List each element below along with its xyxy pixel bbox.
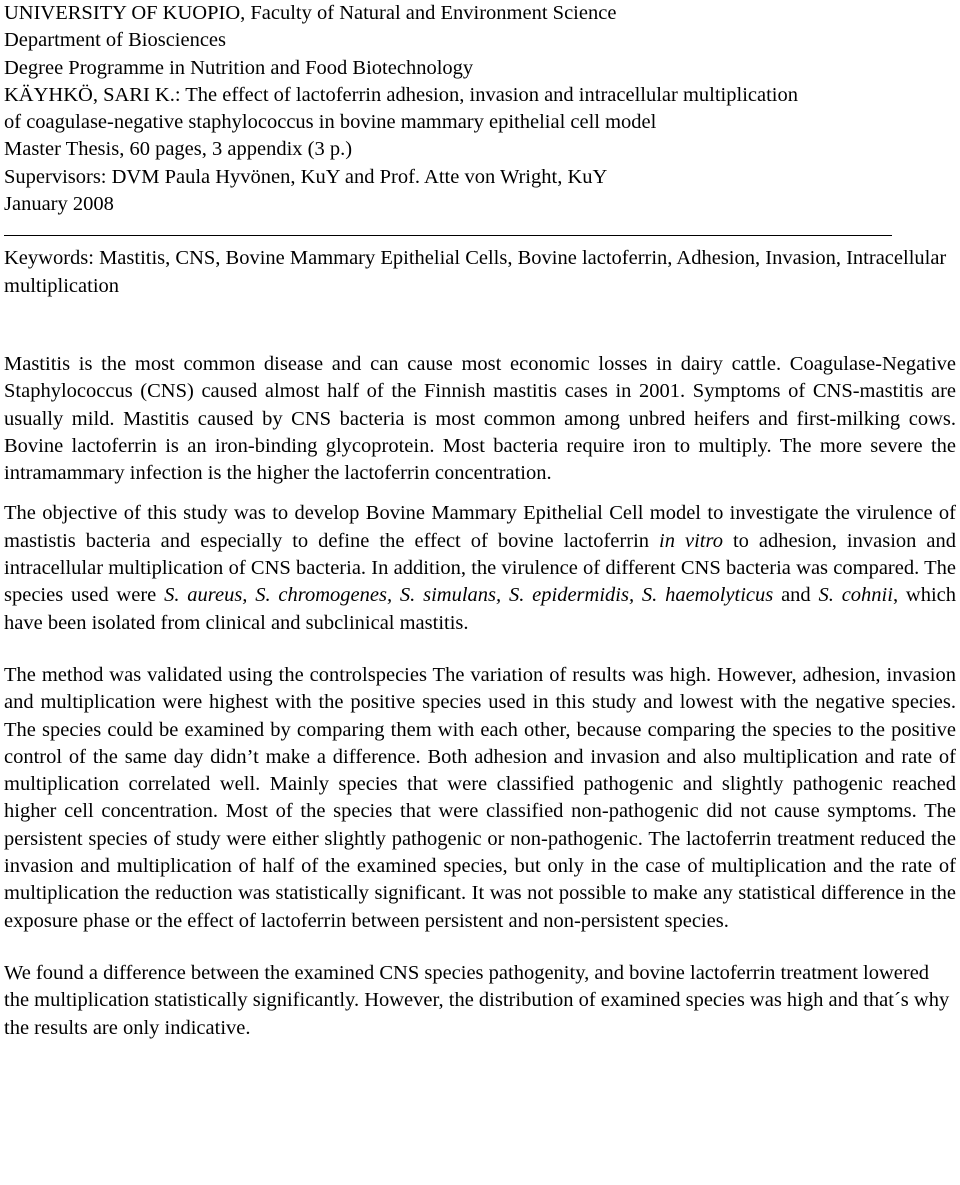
programme-line: Degree Programme in Nutrition and Food Biotechnology	[4, 56, 474, 79]
abstract-paragraph-2	[4, 500, 956, 636]
supervisors-line: Supervisors: DVM Paula Hyvönen, KuY and Prof. Atte von Wright, KuY	[4, 165, 608, 188]
document-page	[4, 0, 956, 1042]
university-line: UNIVERSITY OF KUOPIO, Faculty of Natural and Environment Science	[4, 2, 617, 24]
paragraph-text: and	[773, 584, 819, 607]
paragraph-text: The objective of this study was to develop Bovine Mammary Epithelial Cell model to investigate the virulence of mastistis bacteria and especially to define the effect of bovine lactoferrin	[4, 502, 956, 552]
abstract-paragraph-4: We found a difference between the examined CNS species pathogenity, and bovine lactoferrin treatment lowered the multiplication statistically significantly. However, the distribution of examined species was high and that´s why the results are only indicative.	[4, 961, 950, 1039]
horizontal-rule	[4, 235, 892, 236]
thesis-info-line: Master Thesis, 60 pages, 3 appendix (3 p.)	[4, 138, 353, 161]
keywords: Keywords: Mastitis, CNS, Bovine Mammary Epithelial Cells, Bovine lactoferrin, Adhesion, Invasion, Intracellular multiplication	[4, 247, 947, 297]
italic-term: in vitro	[659, 529, 723, 552]
species-list: S. aureus, S. chromogenes, S. simulans, S. epidermidis, S. haemolyticus	[164, 584, 774, 607]
paragraph-text: , which have been isolated from clinical and subclinical mastitis.	[4, 584, 956, 634]
paragraph-text: to adhesion, invasion and intracellular multiplication of CNS bacteria. In addition, the virulence of different CNS bacteria was compared. The species used were	[4, 529, 957, 607]
species-name: S. cohnii	[818, 584, 893, 607]
title-continuation-line: of coagulase-negative staphylococcus in bovine mammary epithelial cell model	[4, 111, 657, 134]
abstract-paragraph-1: Mastitis is the most common disease and can cause most economic losses in dairy cattle. Coagulase-Negative Staphylococcus (CNS) caused almost half of the Finnish mastitis cases in 2001. Symptoms of CNS-mastitis are usually mild. Mastitis caused by CNS bacteria is most common among unbred heifers and first-milking cows. Bovine lactoferrin is an iron-binding glycoprotein. Most bacteria require iron to multiply. The more severe the intramammary infection is the higher the lactoferrin concentration.	[4, 352, 956, 485]
date-line: January 2008	[4, 193, 114, 216]
abstract-paragraph-3: The method was validated using the controlspecies The variation of results was high. However, adhesion, invasion and multiplication were highest with the positive species used in this study and lowest with the negative species. The species could be examined by comparing them with each other, because comparing the species to the positive control of the same day didn’t make a difference. Both adhesion and invasion and also multiplication and rate of multiplication correlated well. Mainly species that were classified pathogenic and slightly pathogenic reached higher cell concentration. Most of the species that were classified non-pathogenic did not cause symptoms. The persistent species of study were either slightly pathogenic or non-pathogenic. The lactoferrin treatment reduced the invasion and multiplication of half of the examined species, but only in the case of multiplication and the rate of multiplication the reduction was statistically significant. It was not possible to make any statistical difference in the exposure phase or the effect of lactoferrin between persistent and non-persistent species.	[4, 663, 956, 932]
author-title-line: KÄYHKÖ, SARI K.: The effect of lactoferrin adhesion, invasion and intracellular multiplication	[4, 83, 798, 106]
department-line: Department of Biosciences	[4, 29, 227, 52]
thesis-header	[4, 0, 956, 218]
